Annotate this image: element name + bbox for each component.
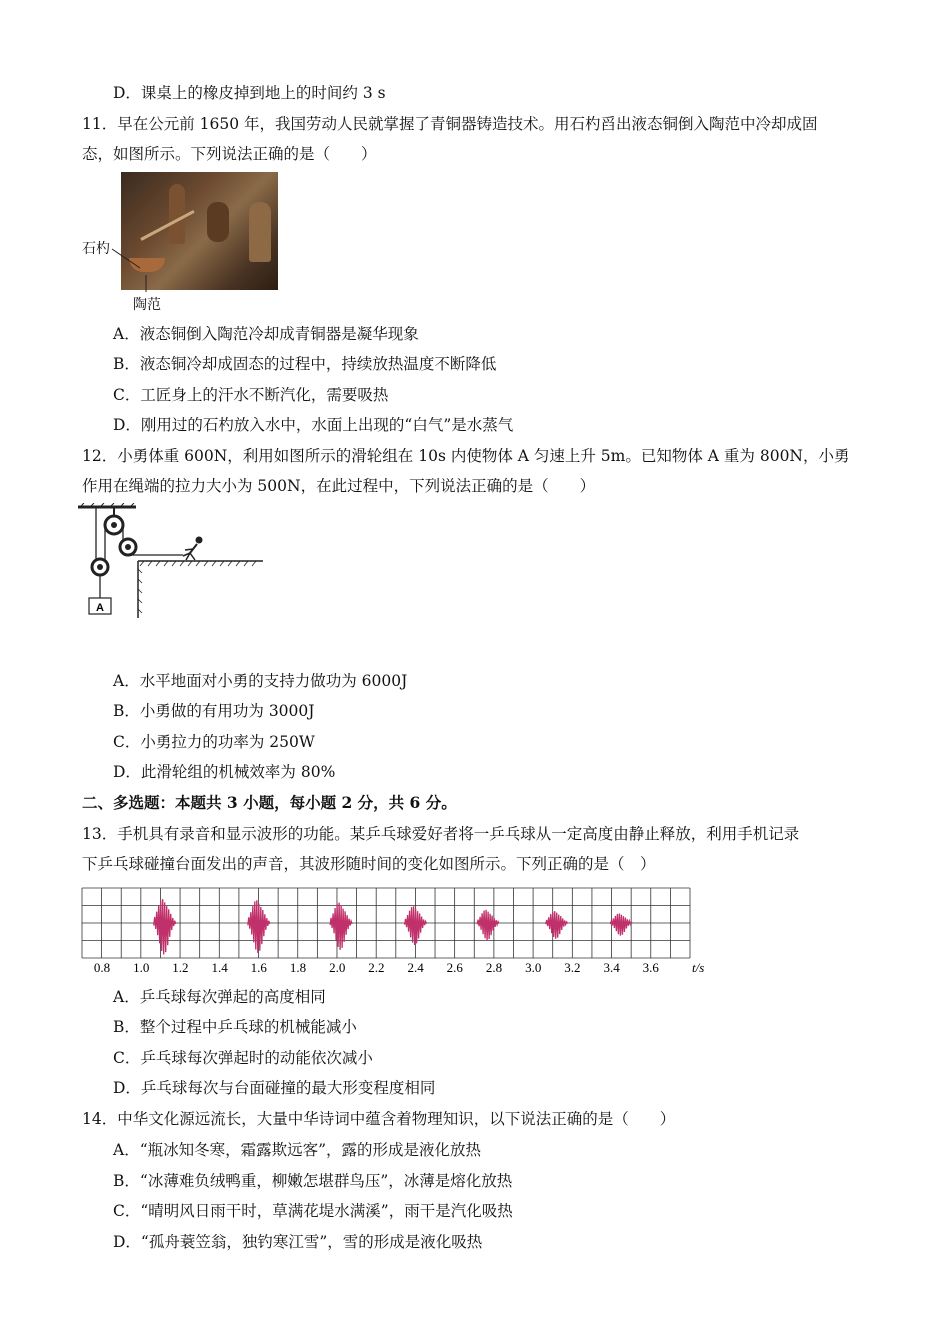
q13-option-d: D．乒乓球每次与台面碰撞的最大形变程度相同 (113, 1079, 436, 1097)
x-tick-label: 2.0 (329, 960, 346, 975)
q14-option-a: A．“瓶冰知冬寒，霜露欺远客”，露的形成是液化放热 (113, 1141, 482, 1159)
x-tick-label: 1.2 (172, 960, 189, 975)
q12-option-d: D．此滑轮组的机械效率为 80% (113, 763, 336, 781)
x-tick-label: 1.0 (133, 960, 150, 975)
pulley-diagram (78, 503, 278, 628)
q11-option-c: C．工匠身上的汗水不断汽化，需要吸热 (113, 386, 389, 404)
waveform-tick-labels (94, 960, 660, 975)
waveform-burst (330, 903, 352, 950)
x-tick-label: 1.4 (211, 960, 228, 975)
q11-stem-line-1: 11．早在公元前 1650 年，我国劳动人民就掌握了青铜器铸造技术。用石杓舀出液态铜倒入陶范中冷却成固 (82, 115, 818, 133)
x-tick-label: 2.8 (485, 960, 503, 975)
waveform-burst (154, 899, 176, 954)
waveform-burst (477, 910, 499, 940)
waveform-burst (546, 911, 568, 939)
photo-leader-lines (0, 0, 950, 320)
q13-stem-line-2: 下乒乓球碰撞台面发出的声音，其波形随时间的变化如图所示。下列正确的是（ ） (82, 855, 656, 873)
q13-option-a: A．乒乓球每次弹起的高度相同 (113, 988, 326, 1006)
q14-option-d: D．“孤舟蓑笠翁，独钓寒江雪”，雪的形成是液化吸热 (113, 1233, 483, 1251)
q13-option-c: C．乒乓球每次弹起时的动能依次减小 (113, 1049, 373, 1067)
x-axis-label: t/s (692, 960, 705, 975)
x-tick-label: 1.6 (250, 960, 267, 975)
q13-stem-line-1: 13．手机具有录音和显示波形的功能。某乒乓球爱好者将一乒乓球从一定高度由静止释放，利用手机记录 (82, 825, 800, 843)
x-tick-label: 2.6 (446, 960, 463, 975)
x-tick-label: 2.4 (407, 960, 424, 975)
waveform-bursts (154, 899, 633, 954)
x-tick-label: 1.8 (289, 960, 307, 975)
x-tick-label: 3.2 (564, 960, 581, 975)
waveform-burst (610, 914, 632, 936)
q12-option-c: C．小勇拉力的功率为 250W (113, 733, 315, 751)
block-a-label: A (96, 602, 104, 614)
x-tick-label: 0.8 (93, 960, 111, 975)
figure-label-mold: 陶范 (133, 297, 161, 313)
q10-option-d: D．课桌上的橡皮掉到地上的时间约 3 s (113, 84, 386, 102)
q12-stem-line-1: 12．小勇体重 600N，利用如图所示的滑轮组在 10s 内使物体 A 匀速上升 5m。已知物体 A 重为 800N，小勇 (82, 447, 850, 465)
section-2-title: 二、多选题：本题共 3 小题，每小题 2 分，共 6 分。 (82, 793, 457, 812)
q14-option-b: B．“冰薄难负绒鸭重，柳嫩怎堪群鸟压”，冰薄是熔化放热 (113, 1172, 513, 1190)
x-tick-label: 3.4 (603, 960, 620, 975)
q12-stem-line-2: 作用在绳端的拉力大小为 500N，在此过程中，下列说法正确的是（ ） (82, 477, 596, 495)
x-tick-label: 2.2 (368, 960, 385, 975)
q13-option-b: B．整个过程中乒乓球的机械能减小 (113, 1018, 357, 1036)
x-tick-label: 3.6 (642, 960, 659, 975)
figure-label-ladle: 石杓 (82, 241, 110, 257)
q11-option-a: A．液态铜倒入陶范冷却成青铜器是凝华现象 (113, 325, 419, 343)
q11-stem-line-2: 态，如图所示。下列说法正确的是（ ） (82, 145, 377, 163)
x-tick-label: 3.0 (525, 960, 542, 975)
q12-option-a: A．水平地面对小勇的支持力做功为 6000J (113, 672, 408, 690)
q14-option-c: C．“晴明风日雨干时，草满花堤水满溪”，雨干是汽化吸热 (113, 1202, 513, 1220)
q11-option-b: B．液态铜冷却成固态的过程中，持续放热温度不断降低 (113, 355, 497, 373)
q14-stem: 14．中华文化源远流长，大量中华诗词中蕴含着物理知识，以下说法正确的是（ ） (82, 1110, 676, 1128)
q11-option-d: D．刚用过的石杓放入水中，水面上出现的“白气”是水蒸气 (113, 416, 514, 434)
waveform-chart (80, 884, 720, 979)
q12-option-b: B．小勇做的有用功为 3000J (113, 702, 315, 720)
